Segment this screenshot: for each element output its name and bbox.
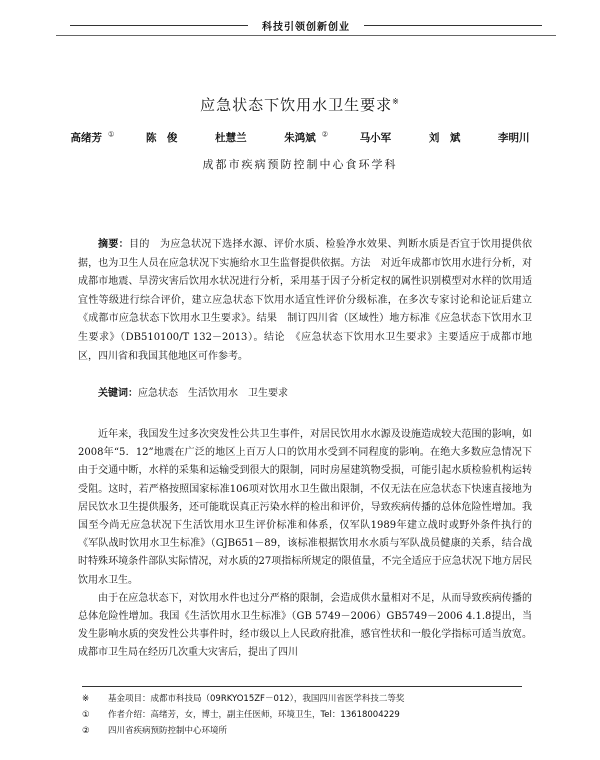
footnote: [82, 691, 522, 707]
author-name: 高绪芳: [70, 132, 102, 144]
author: [492, 132, 536, 144]
footnote-mark: ②: [82, 726, 90, 736]
paper-title-text: 应急状态下饮用水卫生要求: [200, 96, 393, 114]
author-mark: ①: [108, 130, 115, 139]
body-paragraph: 由于在应急状态下，对饮用水件也过分严格的限制，会造成供水量相对不足，从而导致疾病传播的总体危险性增加。我国《生活饮用水卫生标准》（GB 5749－2006）GB5749－2006 4.1.8提出，当发生影响水质的突发性公共事件时，经市级以上人民政府批准，感官性状和一般化学指标可适当放宽。成都市卫生局在经历几次重大灾害后，提出了四川: [78, 592, 532, 659]
header-separator: [56, 35, 556, 36]
author-list: [0, 130, 600, 145]
author: [140, 132, 184, 144]
author-name: 李明川: [498, 132, 530, 144]
affiliation: 成都市疾病预防控制中心食环学科: [202, 158, 398, 171]
footnote: [82, 723, 522, 739]
title-footnote-mark: ※: [392, 97, 400, 106]
paper-title: [0, 94, 600, 115]
author-name: 刘 斌: [428, 132, 461, 144]
author-name: 杜慧兰: [215, 132, 247, 144]
author: [423, 132, 467, 144]
running-title: 科技引领创新创业: [262, 21, 350, 33]
author-name: 朱鸿斌: [284, 132, 316, 144]
footnote-text: 四川省疾病预防控制中心环境所: [108, 726, 228, 736]
author: [209, 132, 253, 144]
author: [354, 132, 398, 144]
author: [65, 132, 115, 144]
footnote-text: 作者介绍：高绪芳，女，博士，副主任医师，环境卫生，Tel：13618004229: [108, 710, 400, 720]
author-name: 马小军: [359, 132, 392, 144]
abstract-label: 摘要：: [98, 239, 130, 250]
footnote-mark: ※: [82, 694, 90, 704]
footnote-mark: ①: [82, 710, 90, 720]
keywords-label: 关键词：: [98, 388, 138, 399]
footnote-text: 基金项目：成都市科技局（09RKYO15ZF－012），我国四川省医学科技二等奖: [108, 694, 405, 704]
keywords-text: 应急状态 生活饮用水 卫生要求: [138, 388, 288, 399]
header-rule-left: [70, 25, 248, 26]
header-rule-right: [364, 25, 542, 26]
abstract-text: 目的 为应急状况下选择水源、评价水质、检验净水效果、判断水质是否宜于饮用提供依据，也为卫生人员在应急状况下实施给水卫生监督提供依据。方法 对近年成都市饮用水进行分析，对成都市地震、旱涝灾害后饮用水状况进行分析，采用基于因子分析定权的属性识别模型对水样的饮用适宜性等级进行综合评价，建立应急状态下饮用水适宜性评价分级标准，在多次专家讨论和论证后建立《成都市应急状态下饮用水卫生要求》。结果 制订四川省（区域性）地方标准《应急状态下饮用水卫生要求》（DB510100/T 132－2013）。结论 《应急状态下饮用水卫生要求》主要适应于成都市地区，四川省和我国其他地区可作参考。: [78, 239, 533, 362]
author-name: 陈 俊: [145, 132, 178, 144]
abstract: [78, 236, 532, 366]
author-mark: ②: [321, 130, 329, 139]
author: [278, 132, 328, 144]
running-header: [56, 14, 556, 36]
footnotes: [82, 686, 522, 739]
footnote: [82, 707, 522, 723]
body-paragraph: 近年来，我国发生过多次突发性公共卫生事件，对居民饮用水水源及设施造成较大范围的影响，如2008年“5．12”地震在广泛的地区上百万人口的饮用水受到不同程度的影响。在绝大多数应急情况下由于交通中断，水样的采集和运输受到很大的限制，同时房屋建筑物受损，可能引起水质检验机构运转受阻。这时，若严格按照国家标准106项对饮用水卫生做出限制，不仅无法在应急状态下快速直接地为居民饮水卫生提供服务，还可能耽误真正污染水样的检出和评价，导致疾病传播的总体危险性增加。我国至今尚无应急状况下生活饮用水卫生评价标准和体系，仅军队1989年建立战时或野外条件执行的《军队战时饮用水卫生标准》（GJB651－89，该标准根据饮用水水质与军队战员健康的关系，结合战时特殊环境条件部队实际情况，对水质的27项指标所规定的限值量，不完全适应于应急状况下地方居民饮用水卫生。: [78, 429, 532, 586]
body-text: [78, 426, 532, 663]
keywords: [78, 384, 532, 399]
